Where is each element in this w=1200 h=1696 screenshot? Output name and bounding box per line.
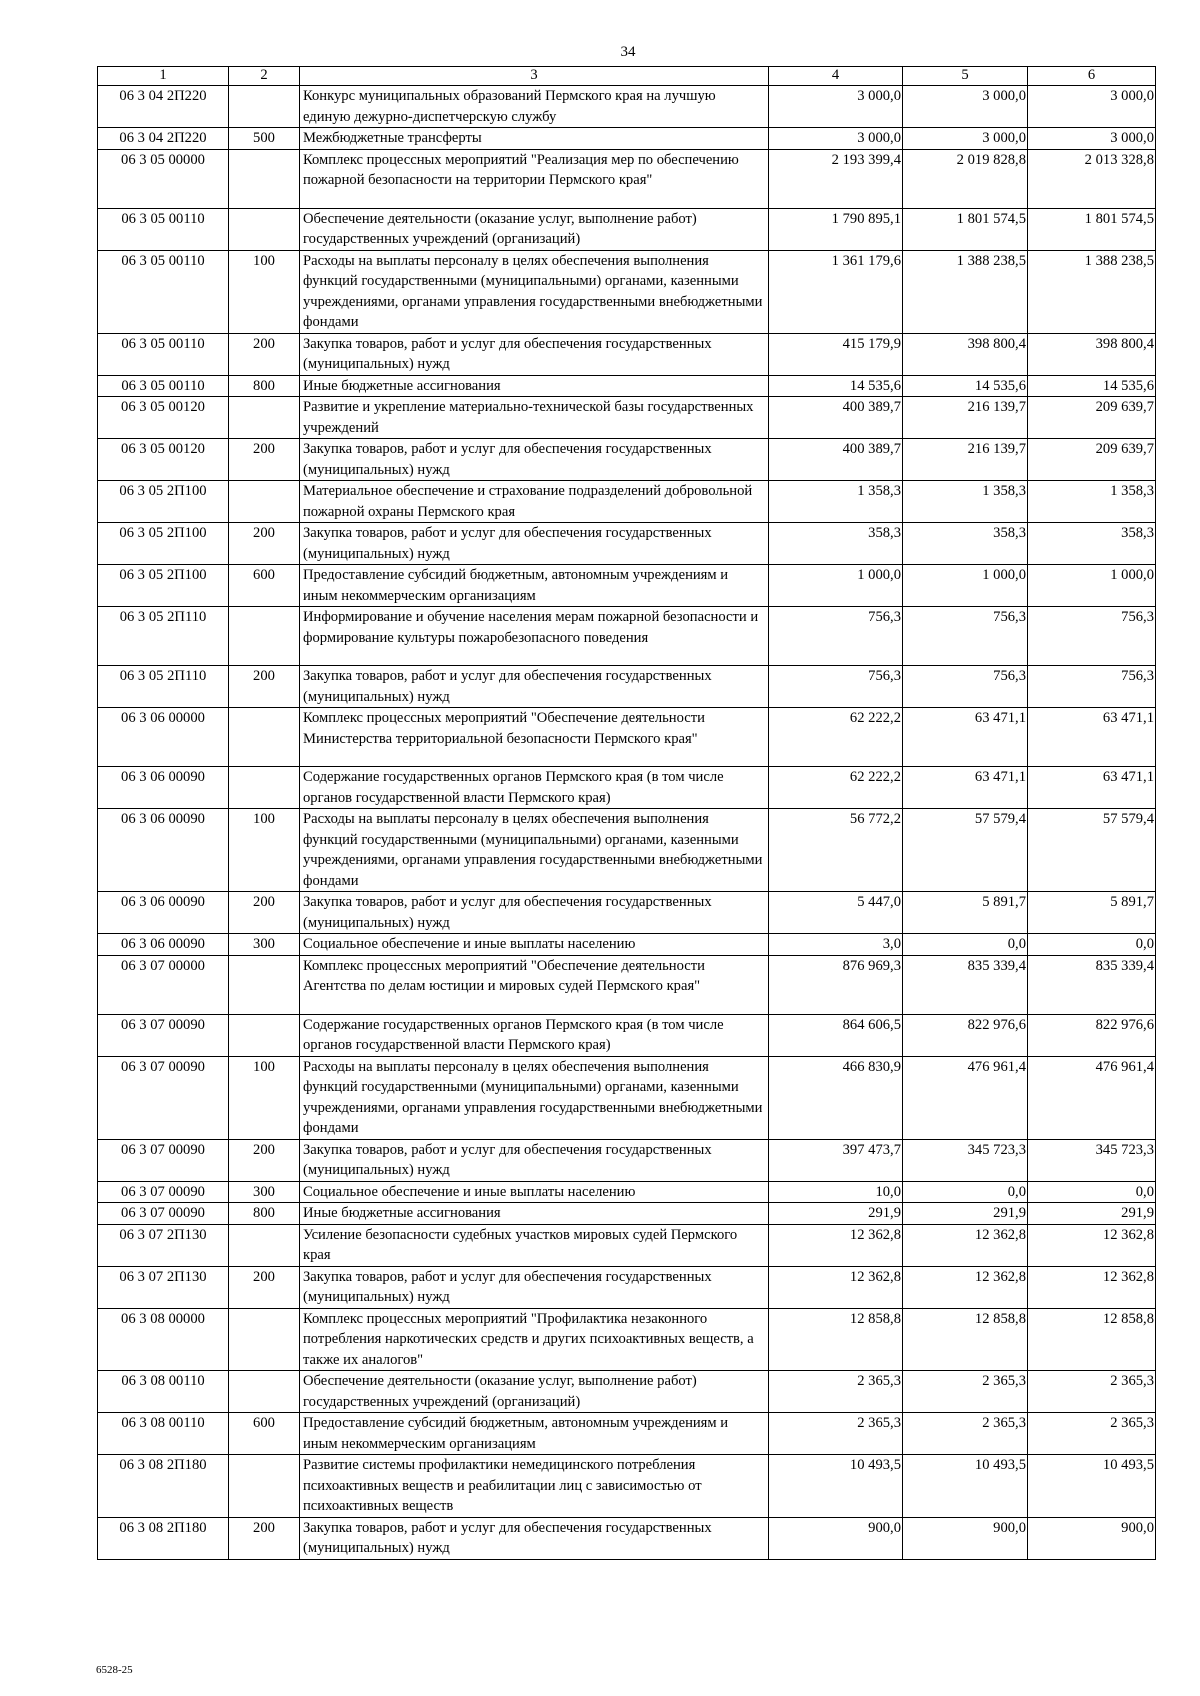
column-header-6: 6 [1028, 67, 1156, 86]
table-row [98, 1371, 1156, 1413]
cell-value-col6: 1 388 238,5 [1028, 250, 1156, 333]
cell-name: Обеспечение деятельности (оказание услуг, выполнение работ) государственных учреждений (организаций) [300, 1371, 769, 1413]
column-header-2: 2 [229, 67, 300, 86]
cell-value-col4: 3 000,0 [769, 128, 903, 150]
cell-expense-type [229, 149, 300, 208]
cell-value-col5: 476 961,4 [903, 1056, 1028, 1139]
column-header-3: 3 [300, 67, 769, 86]
cell-value-col5: 3 000,0 [903, 128, 1028, 150]
cell-value-col5: 12 362,8 [903, 1266, 1028, 1308]
cell-code: 06 3 07 00090 [98, 1014, 229, 1056]
cell-value-col6: 398 800,4 [1028, 333, 1156, 375]
cell-expense-type [229, 86, 300, 128]
cell-code: 06 3 06 00090 [98, 809, 229, 892]
cell-value-col4: 3,0 [769, 934, 903, 956]
table-header-row [98, 67, 1156, 86]
cell-code: 06 3 07 00090 [98, 1203, 229, 1225]
cell-expense-type: 800 [229, 1203, 300, 1225]
cell-expense-type [229, 397, 300, 439]
table-row [98, 250, 1156, 333]
cell-name: Обеспечение деятельности (оказание услуг, выполнение работ) государственных учреждений (организаций) [300, 208, 769, 250]
cell-expense-type: 600 [229, 565, 300, 607]
cell-code: 06 3 05 2П110 [98, 666, 229, 708]
table-row [98, 1308, 1156, 1371]
table-row [98, 333, 1156, 375]
table-row [98, 565, 1156, 607]
cell-name: Комплекс процессных мероприятий "Обеспечение деятельности Агентства по делам юстиции и мировых судей Пермского края" [300, 955, 769, 1014]
cell-name: Содержание государственных органов Пермского края (в том числе органов государственной власти Пермского края) [300, 1014, 769, 1056]
cell-value-col5: 1 801 574,5 [903, 208, 1028, 250]
cell-value-col6: 1 000,0 [1028, 565, 1156, 607]
cell-code: 06 3 06 00090 [98, 767, 229, 809]
cell-name: Содержание государственных органов Пермского края (в том числе органов государственной власти Пермского края) [300, 767, 769, 809]
table-row [98, 934, 1156, 956]
cell-value-col4: 14 535,6 [769, 375, 903, 397]
table-row [98, 128, 1156, 150]
cell-name: Закупка товаров, работ и услуг для обеспечения государственных (муниципальных) нужд [300, 892, 769, 934]
cell-name: Расходы на выплаты персоналу в целях обеспечения выполнения функций государственными (муниципальными) органами, казенными учреждениями, органами управления государственными внебюджетными фондами [300, 250, 769, 333]
cell-value-col4: 358,3 [769, 523, 903, 565]
table-row [98, 1224, 1156, 1266]
document-code: 6528-25 [96, 1664, 133, 1676]
cell-expense-type [229, 208, 300, 250]
cell-value-col4: 62 222,2 [769, 767, 903, 809]
cell-expense-type: 300 [229, 934, 300, 956]
cell-value-col4: 56 772,2 [769, 809, 903, 892]
cell-value-col5: 1 388 238,5 [903, 250, 1028, 333]
cell-name: Закупка товаров, работ и услуг для обеспечения государственных (муниципальных) нужд [300, 666, 769, 708]
cell-code: 06 3 04 2П220 [98, 86, 229, 128]
cell-code: 06 3 05 2П100 [98, 565, 229, 607]
cell-value-col4: 876 969,3 [769, 955, 903, 1014]
cell-value-col4: 12 362,8 [769, 1266, 903, 1308]
cell-code: 06 3 06 00000 [98, 708, 229, 767]
cell-expense-type: 300 [229, 1181, 300, 1203]
cell-expense-type: 200 [229, 1266, 300, 1308]
cell-code: 06 3 07 00090 [98, 1056, 229, 1139]
cell-value-col5: 1 358,3 [903, 481, 1028, 523]
cell-expense-type: 600 [229, 1413, 300, 1455]
cell-value-col6: 1 801 574,5 [1028, 208, 1156, 250]
cell-value-col4: 900,0 [769, 1517, 903, 1559]
cell-code: 06 3 08 00110 [98, 1413, 229, 1455]
cell-value-col6: 900,0 [1028, 1517, 1156, 1559]
cell-expense-type: 200 [229, 666, 300, 708]
cell-value-col4: 1 361 179,6 [769, 250, 903, 333]
table-row [98, 1139, 1156, 1181]
cell-value-col5: 63 471,1 [903, 708, 1028, 767]
cell-value-col4: 400 389,7 [769, 439, 903, 481]
cell-value-col6: 5 891,7 [1028, 892, 1156, 934]
cell-expense-type [229, 1455, 300, 1518]
cell-value-col5: 345 723,3 [903, 1139, 1028, 1181]
cell-code: 06 3 07 00000 [98, 955, 229, 1014]
cell-expense-type [229, 708, 300, 767]
cell-code: 06 3 06 00090 [98, 892, 229, 934]
table-row [98, 1413, 1156, 1455]
cell-name: Социальное обеспечение и иные выплаты населению [300, 1181, 769, 1203]
cell-code: 06 3 05 00110 [98, 375, 229, 397]
column-header-5: 5 [903, 67, 1028, 86]
table-row [98, 1517, 1156, 1559]
cell-value-col5: 63 471,1 [903, 767, 1028, 809]
cell-expense-type [229, 1224, 300, 1266]
cell-value-col4: 1 790 895,1 [769, 208, 903, 250]
cell-value-col4: 291,9 [769, 1203, 903, 1225]
cell-value-col6: 358,3 [1028, 523, 1156, 565]
cell-code: 06 3 05 00110 [98, 208, 229, 250]
table-row [98, 208, 1156, 250]
cell-value-col6: 756,3 [1028, 607, 1156, 666]
table-body [98, 86, 1156, 1560]
cell-code: 06 3 05 00000 [98, 149, 229, 208]
cell-value-col4: 1 000,0 [769, 565, 903, 607]
cell-name: Предоставление субсидий бюджетным, автономным учреждениям и иным некоммерческим организациям [300, 565, 769, 607]
cell-value-col5: 2 365,3 [903, 1413, 1028, 1455]
table-row [98, 955, 1156, 1014]
table-row [98, 481, 1156, 523]
cell-value-col4: 2 193 399,4 [769, 149, 903, 208]
cell-code: 06 3 08 2П180 [98, 1455, 229, 1518]
table-row [98, 767, 1156, 809]
cell-name: Комплекс процессных мероприятий "Обеспечение деятельности Министерства территориальной безопасности Пермского края" [300, 708, 769, 767]
cell-name: Закупка товаров, работ и услуг для обеспечения государственных (муниципальных) нужд [300, 1517, 769, 1559]
table-row [98, 149, 1156, 208]
cell-name: Предоставление субсидий бюджетным, автономным учреждениям и иным некоммерческим организациям [300, 1413, 769, 1455]
cell-name: Социальное обеспечение и иные выплаты населению [300, 934, 769, 956]
cell-code: 06 3 08 00000 [98, 1308, 229, 1371]
cell-name: Информирование и обучение населения мерам пожарной безопасности и формирование культуры пожаробезопасного поведения [300, 607, 769, 666]
cell-value-col4: 2 365,3 [769, 1413, 903, 1455]
cell-value-col6: 2 365,3 [1028, 1371, 1156, 1413]
table-row [98, 892, 1156, 934]
cell-value-col6: 3 000,0 [1028, 86, 1156, 128]
cell-name: Межбюджетные трансферты [300, 128, 769, 150]
cell-name: Иные бюджетные ассигнования [300, 375, 769, 397]
budget-table [97, 66, 1156, 1560]
cell-code: 06 3 05 2П100 [98, 481, 229, 523]
column-header-4: 4 [769, 67, 903, 86]
cell-expense-type [229, 767, 300, 809]
cell-value-col5: 3 000,0 [903, 86, 1028, 128]
cell-name: Закупка товаров, работ и услуг для обеспечения государственных (муниципальных) нужд [300, 1139, 769, 1181]
table-row [98, 708, 1156, 767]
cell-expense-type: 800 [229, 375, 300, 397]
cell-code: 06 3 07 00090 [98, 1181, 229, 1203]
cell-name: Иные бюджетные ассигнования [300, 1203, 769, 1225]
cell-value-col4: 756,3 [769, 607, 903, 666]
cell-expense-type [229, 1308, 300, 1371]
cell-value-col5: 12 858,8 [903, 1308, 1028, 1371]
cell-value-col5: 822 976,6 [903, 1014, 1028, 1056]
table-row [98, 375, 1156, 397]
cell-value-col6: 57 579,4 [1028, 809, 1156, 892]
cell-value-col4: 12 362,8 [769, 1224, 903, 1266]
cell-value-col6: 63 471,1 [1028, 767, 1156, 809]
cell-value-col5: 398 800,4 [903, 333, 1028, 375]
cell-expense-type: 100 [229, 250, 300, 333]
cell-name: Закупка товаров, работ и услуг для обеспечения государственных (муниципальных) нужд [300, 439, 769, 481]
cell-expense-type [229, 1014, 300, 1056]
cell-value-col6: 291,9 [1028, 1203, 1156, 1225]
cell-value-col4: 10 493,5 [769, 1455, 903, 1518]
cell-value-col5: 756,3 [903, 666, 1028, 708]
table-row [98, 1181, 1156, 1203]
cell-value-col5: 900,0 [903, 1517, 1028, 1559]
cell-value-col6: 835 339,4 [1028, 955, 1156, 1014]
cell-value-col5: 835 339,4 [903, 955, 1028, 1014]
cell-value-col4: 10,0 [769, 1181, 903, 1203]
table-row [98, 1056, 1156, 1139]
cell-name: Материальное обеспечение и страхование подразделений добровольной пожарной охраны Пермского края [300, 481, 769, 523]
page-number: 34 [620, 44, 636, 60]
cell-value-col5: 0,0 [903, 934, 1028, 956]
cell-value-col6: 756,3 [1028, 666, 1156, 708]
table-row [98, 86, 1156, 128]
cell-code: 06 3 06 00090 [98, 934, 229, 956]
cell-expense-type [229, 1371, 300, 1413]
cell-code: 06 3 07 2П130 [98, 1266, 229, 1308]
cell-name: Закупка товаров, работ и услуг для обеспечения государственных (муниципальных) нужд [300, 1266, 769, 1308]
cell-value-col6: 209 639,7 [1028, 439, 1156, 481]
cell-value-col6: 209 639,7 [1028, 397, 1156, 439]
cell-value-col4: 1 358,3 [769, 481, 903, 523]
cell-value-col6: 1 358,3 [1028, 481, 1156, 523]
cell-name: Усиление безопасности судебных участков мировых судей Пермского края [300, 1224, 769, 1266]
cell-value-col5: 14 535,6 [903, 375, 1028, 397]
cell-value-col5: 358,3 [903, 523, 1028, 565]
cell-name: Развитие и укрепление материально-технической базы государственных учреждений [300, 397, 769, 439]
cell-value-col6: 63 471,1 [1028, 708, 1156, 767]
cell-name: Расходы на выплаты персоналу в целях обеспечения выполнения функций государственными (муниципальными) органами, казенными учреждениями, органами управления государственными внебюджетными фондами [300, 1056, 769, 1139]
cell-code: 06 3 07 00090 [98, 1139, 229, 1181]
cell-value-col6: 2 365,3 [1028, 1413, 1156, 1455]
cell-value-col4: 466 830,9 [769, 1056, 903, 1139]
cell-value-col5: 10 493,5 [903, 1455, 1028, 1518]
cell-expense-type: 200 [229, 892, 300, 934]
cell-name: Расходы на выплаты персоналу в целях обеспечения выполнения функций государственными (муниципальными) органами, казенными учреждениями, органами управления государственными внебюджетными фондами [300, 809, 769, 892]
cell-code: 06 3 04 2П220 [98, 128, 229, 150]
cell-value-col6: 14 535,6 [1028, 375, 1156, 397]
cell-value-col6: 12 362,8 [1028, 1266, 1156, 1308]
cell-code: 06 3 08 2П180 [98, 1517, 229, 1559]
cell-value-col4: 415 179,9 [769, 333, 903, 375]
cell-value-col4: 864 606,5 [769, 1014, 903, 1056]
cell-name: Закупка товаров, работ и услуг для обеспечения государственных (муниципальных) нужд [300, 333, 769, 375]
cell-name: Конкурс муниципальных образований Пермского края на лучшую единую дежурно-диспетчерскую службу [300, 86, 769, 128]
cell-value-col5: 216 139,7 [903, 397, 1028, 439]
cell-code: 06 3 08 00110 [98, 1371, 229, 1413]
cell-value-col5: 1 000,0 [903, 565, 1028, 607]
table-row [98, 1014, 1156, 1056]
cell-value-col5: 756,3 [903, 607, 1028, 666]
cell-value-col5: 12 362,8 [903, 1224, 1028, 1266]
cell-name: Комплекс процессных мероприятий "Профилактика незаконного потребления наркотических средств и других психоактивных веществ, а также их аналогов" [300, 1308, 769, 1371]
cell-value-col5: 2 019 828,8 [903, 149, 1028, 208]
cell-value-col6: 0,0 [1028, 1181, 1156, 1203]
cell-code: 06 3 05 2П100 [98, 523, 229, 565]
column-header-1: 1 [98, 67, 229, 86]
table-row [98, 607, 1156, 666]
table-row [98, 1203, 1156, 1225]
cell-expense-type: 100 [229, 1056, 300, 1139]
cell-expense-type: 200 [229, 523, 300, 565]
cell-value-col4: 62 222,2 [769, 708, 903, 767]
cell-value-col4: 2 365,3 [769, 1371, 903, 1413]
cell-code: 06 3 07 2П130 [98, 1224, 229, 1266]
cell-value-col6: 3 000,0 [1028, 128, 1156, 150]
table-row [98, 439, 1156, 481]
cell-value-col4: 397 473,7 [769, 1139, 903, 1181]
cell-value-col5: 57 579,4 [903, 809, 1028, 892]
table-row [98, 809, 1156, 892]
cell-code: 06 3 05 00120 [98, 397, 229, 439]
cell-value-col4: 12 858,8 [769, 1308, 903, 1371]
cell-expense-type: 200 [229, 333, 300, 375]
cell-expense-type [229, 955, 300, 1014]
cell-expense-type: 200 [229, 1139, 300, 1181]
cell-expense-type [229, 481, 300, 523]
cell-value-col6: 822 976,6 [1028, 1014, 1156, 1056]
cell-value-col5: 291,9 [903, 1203, 1028, 1225]
cell-value-col4: 400 389,7 [769, 397, 903, 439]
cell-value-col6: 2 013 328,8 [1028, 149, 1156, 208]
cell-value-col6: 12 858,8 [1028, 1308, 1156, 1371]
cell-value-col4: 3 000,0 [769, 86, 903, 128]
cell-value-col6: 476 961,4 [1028, 1056, 1156, 1139]
cell-value-col6: 345 723,3 [1028, 1139, 1156, 1181]
cell-value-col4: 756,3 [769, 666, 903, 708]
table-row [98, 666, 1156, 708]
cell-value-col6: 12 362,8 [1028, 1224, 1156, 1266]
cell-name: Развитие системы профилактики немедицинского потребления психоактивных веществ и реабилитации лиц с зависимостью от психоактивных веществ [300, 1455, 769, 1518]
cell-expense-type: 200 [229, 439, 300, 481]
cell-value-col5: 216 139,7 [903, 439, 1028, 481]
table-row [98, 1455, 1156, 1518]
cell-expense-type [229, 607, 300, 666]
cell-code: 06 3 05 00110 [98, 250, 229, 333]
cell-value-col4: 5 447,0 [769, 892, 903, 934]
table-row [98, 397, 1156, 439]
cell-value-col5: 0,0 [903, 1181, 1028, 1203]
cell-code: 06 3 05 00120 [98, 439, 229, 481]
cell-expense-type: 200 [229, 1517, 300, 1559]
cell-value-col6: 10 493,5 [1028, 1455, 1156, 1518]
cell-code: 06 3 05 00110 [98, 333, 229, 375]
table-row [98, 523, 1156, 565]
cell-value-col6: 0,0 [1028, 934, 1156, 956]
cell-value-col5: 2 365,3 [903, 1371, 1028, 1413]
cell-expense-type: 500 [229, 128, 300, 150]
cell-value-col5: 5 891,7 [903, 892, 1028, 934]
cell-expense-type: 100 [229, 809, 300, 892]
table-row [98, 1266, 1156, 1308]
cell-name: Комплекс процессных мероприятий "Реализация мер по обеспечению пожарной безопасности на территории Пермского края" [300, 149, 769, 208]
cell-code: 06 3 05 2П110 [98, 607, 229, 666]
cell-name: Закупка товаров, работ и услуг для обеспечения государственных (муниципальных) нужд [300, 523, 769, 565]
